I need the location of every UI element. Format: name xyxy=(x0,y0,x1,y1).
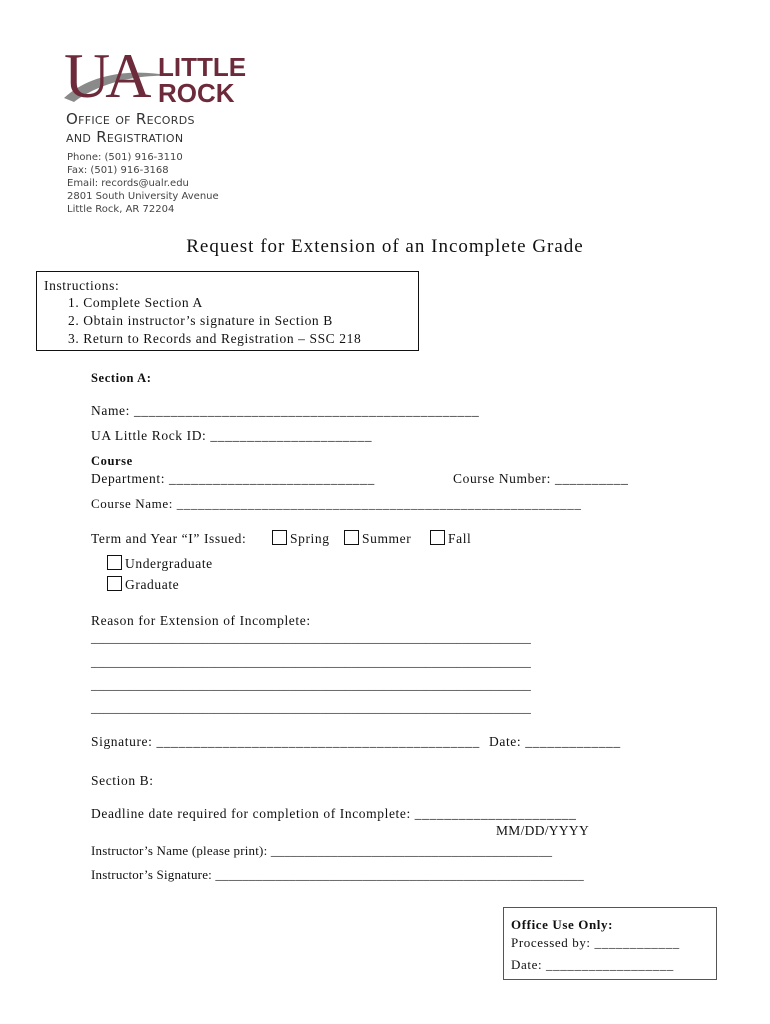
course-heading: Course xyxy=(91,454,133,468)
instructions-heading: Instructions: xyxy=(44,278,120,293)
name-field[interactable]: Name: _______________________________________________ xyxy=(91,403,480,418)
contact-email: Email: records@ualr.edu xyxy=(67,178,189,189)
graduate-label: Graduate xyxy=(125,577,180,592)
date-format-hint: MM/DD/YYYY xyxy=(496,823,590,838)
reason-line[interactable]: _______________________________________________________________________ xyxy=(91,701,531,715)
summer-label: Summer xyxy=(362,531,412,546)
contact-address: 2801 South University Avenue xyxy=(67,191,219,202)
logo xyxy=(60,40,250,114)
section-a-heading: Section A: xyxy=(91,371,152,385)
graduate-checkbox[interactable] xyxy=(107,576,122,591)
fall-checkbox[interactable] xyxy=(430,530,445,545)
undergraduate-label: Undergraduate xyxy=(125,556,213,571)
reason-line[interactable]: _______________________________________________________________________ xyxy=(91,678,531,692)
date-field[interactable]: Date: _____________ xyxy=(489,734,621,749)
office-name-line2: and Registration xyxy=(66,128,184,146)
instruction-item: 2. Obtain instructor’s signature in Section B xyxy=(68,313,333,328)
instruction-item: 1. Complete Section A xyxy=(68,295,203,310)
processed-by-field[interactable]: Processed by: ____________ xyxy=(511,935,680,950)
office-use-heading: Office Use Only: xyxy=(511,917,614,932)
ua-id-field[interactable]: UA Little Rock ID: ______________________ xyxy=(91,428,373,443)
contact-phone: Phone: (501) 916-3110 xyxy=(67,152,183,163)
logo-rock: ROCK xyxy=(158,78,235,108)
fall-label: Fall xyxy=(448,531,472,546)
instructor-name-field[interactable]: Instructor’s Name (please print): __________________________________________ xyxy=(91,843,553,858)
spring-checkbox[interactable] xyxy=(272,530,287,545)
undergraduate-checkbox[interactable] xyxy=(107,555,122,570)
reason-line[interactable]: _______________________________________________________________________ xyxy=(91,631,531,645)
department-field[interactable]: Department: ____________________________ xyxy=(91,471,375,486)
course-name-field[interactable]: Course Name: _________________________________________________________ xyxy=(91,496,582,511)
reason-label: Reason for Extension of Incomplete: xyxy=(91,613,311,628)
instructor-signature-field[interactable]: Instructor’s Signature: _______________________________________________________ xyxy=(91,867,584,882)
section-b-heading: Section B: xyxy=(91,773,154,788)
office-name-line1: Office of Records xyxy=(66,110,195,128)
term-label: Term and Year “I” Issued: xyxy=(91,531,247,546)
deadline-field[interactable]: Deadline date required for completion of Incomplete: ______________________ xyxy=(91,806,577,821)
contact-city: Little Rock, AR 72204 xyxy=(67,204,175,215)
contact-fax: Fax: (501) 916-3168 xyxy=(67,165,169,176)
summer-checkbox[interactable] xyxy=(344,530,359,545)
logo-ua: UA xyxy=(64,40,147,111)
signature-field[interactable]: Signature: ____________________________________________ xyxy=(91,734,480,749)
course-number-field[interactable]: Course Number: __________ xyxy=(453,471,629,486)
office-date-field[interactable]: Date: __________________ xyxy=(511,957,674,972)
spring-label: Spring xyxy=(290,531,330,546)
page-title: Request for Extension of an Incomplete Grade xyxy=(186,236,584,257)
reason-line[interactable]: _______________________________________________________________________ xyxy=(91,655,531,669)
logo-little: LITTLE xyxy=(158,52,247,82)
instruction-item: 3. Return to Records and Registration – SSC 218 xyxy=(68,331,362,346)
